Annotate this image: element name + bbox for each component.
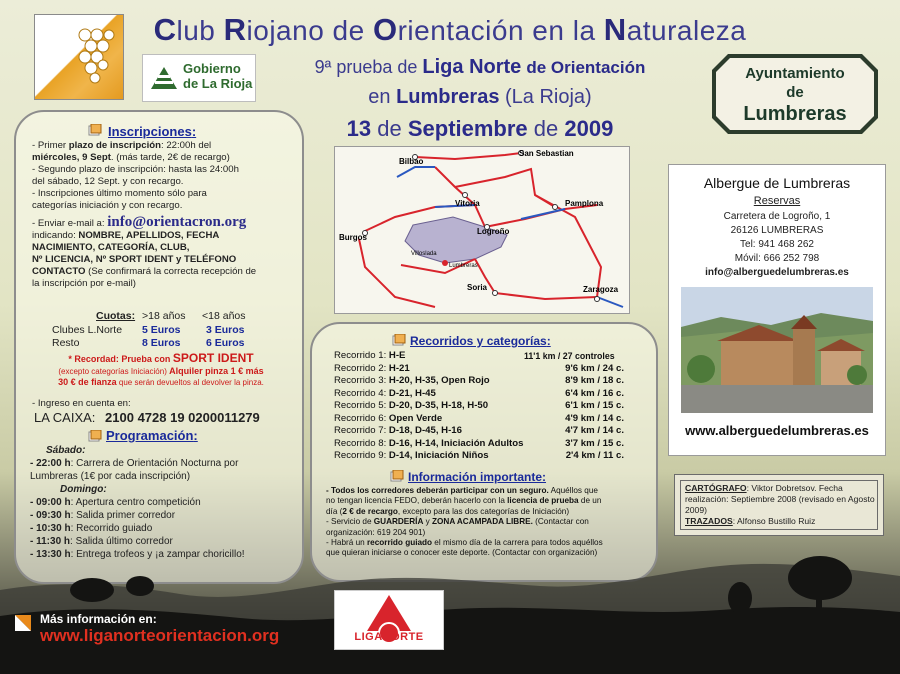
recorrido-name: Recorrido 4: — [334, 387, 389, 399]
cuotas-row — [52, 324, 292, 337]
recorrido-row — [334, 363, 634, 376]
location-map — [334, 146, 630, 314]
recorrido-dist: 2'4 km / 11 c. — [565, 450, 624, 461]
schedule-text: : Entrega trofeos y ¡a zampar choricillo! — [70, 549, 245, 560]
club-logo — [34, 14, 124, 100]
ind1b: NOMBRE, APELLIDOS, FECHA — [78, 230, 220, 241]
ind4a: CONTACTO — [32, 266, 86, 277]
recorrido-cats: H-20, H-35, Open Rojo — [388, 375, 490, 386]
ingreso-line: - Ingreso en cuenta en: — [32, 398, 131, 409]
albergue-movil: Móvil: 666 252 798 — [734, 253, 820, 264]
albergue-reservas: Reservas — [753, 195, 801, 207]
document-icon — [88, 430, 102, 442]
carto-label1: CARTÓGRAFO — [685, 483, 747, 493]
date-line — [240, 116, 720, 142]
recorrido-cats: D-20, D-35, H-18, H-50 — [388, 400, 489, 411]
cuotas-value: 3 Euros — [206, 324, 245, 336]
info-p2b: GUARDERÍA — [373, 517, 424, 527]
cuotas-value: 5 Euros — [142, 324, 181, 336]
albergue-title: Albergue de Lumbreras — [703, 175, 851, 191]
info-p3b: recorrido guiado — [366, 538, 433, 548]
date-day: 13 — [346, 116, 372, 141]
insc-l5: - Inscripciones último momento sólo para — [32, 188, 207, 199]
map-label: Pamplona — [565, 199, 604, 208]
albergue-card — [668, 164, 886, 456]
map-label: Lumbreras — [449, 263, 478, 269]
cuotas-col2: <18 años — [202, 310, 246, 322]
cuotas-row — [52, 337, 292, 350]
recorrido-dist: 9'6 km / 24 c. — [565, 362, 624, 374]
recorrido-name: Recorrido 2: — [334, 362, 389, 374]
carto-text2: : Alfonso Bustillo Ruiz — [732, 516, 816, 526]
schedule-time: - 09:00 h — [30, 497, 71, 508]
inscripciones-panel: Inscripciones: - Primer plazo de inscripción: 22:00h del miércoles, 9 Sept. (más tarde, 2€ de recargo) - Segundo plazo de inscripción: hasta las 24:00h del sábado, 12 Sept. y con recargo. - Inscripciones último momento sólo para categorías iniciación y con recargo. - Enviar e-mail a: info@orientacron.org indicando: NOMBRE, APELLIDOS, FECHA NACIMIENTO, CATEGORÍA, CLUB, Nº LICENCIA, Nº SPORT IDENT y TELÉFONO CONTACTO (Se confirmará la correcta recepción de la inscripción por e-mail) Cuotas: >18 años <18 años Clubes L.Norte 5 Euros 3 Euros Resto 8 Euros 6 Euros * Recordad: Prueba con SPORT IDENT (excepto categorías Iniciación) Alquiler pinza 1 € más 30 € de fianza que serán devueltos al devolver la pinza. - Ingreso en cuenta en: LA CAIXA: 2100 4728 19 0200011279 Programación: Sábado: - 22:00 h: Carrera de Orientación Nocturna por Lumbreras (1€ por cada inscripción) Domingo: - 09:00 h: Apertura centro competición - 09:30 h: Salida primer corredor - 10:30 h: Recorrido guiado - 11:30 h: Salida último corredor - 13:30 h: Entrega trofeos y ¡a zampar choricillo! — [14, 110, 304, 584]
recorrido-cats: D-16, H-14, Iniciación Adultos — [388, 437, 524, 449]
recorrido-row — [334, 413, 634, 426]
sabado-label: Sábado: — [46, 445, 86, 456]
cuotas-head: Cuotas: — [96, 310, 136, 322]
recorrido-row — [334, 388, 634, 401]
recorrido-name: Recorrido 1: — [334, 350, 389, 361]
recorrido-cats: D-14, Iniciación Niños — [388, 450, 489, 461]
recorrido-name: Recorrido 5: — [334, 400, 389, 411]
ayto-line3: Lumbreras — [743, 103, 847, 125]
info-p1b: Aquéllos que — [548, 486, 598, 495]
gobierno-emblem-icon — [149, 63, 179, 91]
bank-name: LA CAIXA: — [34, 410, 96, 425]
schedule-time: - 10:30 h — [30, 523, 71, 534]
liga-norte-website-link[interactable]: www.liganorteorientacion.org — [40, 626, 280, 645]
recorrido-cats: H-E — [388, 350, 406, 361]
cuotas-col1: >18 años — [142, 310, 186, 322]
albergue-photo — [681, 287, 873, 413]
place-name: Lumbreras — [396, 86, 500, 108]
insc-l4: del sábado, 12 Sept. y con recargo. — [32, 176, 184, 187]
recorrido-cats: H-21 — [388, 362, 410, 374]
recordad-f: que serán devueltos al devolver la pinza. — [116, 378, 264, 387]
info-p1f: día ( — [326, 506, 343, 516]
insc-l1a: - Primer — [32, 140, 69, 151]
sab-text: : Carrera de Orientación Nocturna por — [70, 458, 239, 469]
info-p1g: 2 € de recargo — [342, 506, 398, 516]
orienteering-flag-icon — [14, 614, 32, 632]
insc-l1b: plazo de inscripción — [68, 140, 162, 151]
recorrido-cats: D-18, D-45, H-16 — [388, 425, 462, 436]
recorrido-dist: 11'1 km / 27 controles — [524, 351, 615, 361]
ayuntamiento-badge — [710, 52, 880, 136]
map-label: Villoslada — [411, 251, 437, 257]
schedule-item — [30, 496, 300, 509]
info-title: Información importante — [408, 470, 543, 484]
info-p2a: - Servicio de — [326, 517, 374, 527]
recorrido-dist: 6'4 km / 16 c. — [565, 387, 624, 399]
cuotas-value: 8 Euros — [142, 337, 181, 349]
info-p3a: - Habrá un — [326, 538, 367, 548]
carto-text1: : Viktor Dobretsov. Fecha realización: Septiembre 2008 (revisado en Agosto 2009) — [685, 483, 875, 515]
albergue-tel: Tel: 941 468 262 — [740, 239, 814, 250]
map-label: Zaragoza — [583, 285, 619, 294]
map-label: Burgos — [339, 233, 367, 242]
albergue-email-link[interactable]: info@alberguedelumbreras.es — [705, 267, 849, 278]
schedule-time: - 09:30 h — [30, 510, 71, 521]
recorridos-table — [334, 350, 634, 463]
recordad-a: * Recordad: Prueba con — [68, 354, 173, 364]
recorrido-cats: D-21, H-45 — [388, 387, 436, 399]
recorrido-cats: Open Verde — [388, 412, 443, 424]
recorrido-name: Recorrido 6: — [334, 412, 389, 424]
document-icon — [88, 124, 102, 136]
prueba-line — [240, 56, 720, 79]
liga-norte-logo-text: LIGANORTE — [354, 631, 424, 643]
programacion-title: Programación — [106, 428, 194, 443]
recorridos-panel: Recorridos y categorías: Recorrido 1: H-E 11'1 km / 27 controles Recorrido 2: H-21 9'6 km / 24 c. Recorrido 3: H-20, H-35, Open Rojo 8'9 km / 18 c. Recorrido 4: D-21, H-45 6'4 km / 16 c. Recorrido 5: D-20, D-35, H-18, H-50 6'1 km / 15 c. Recorrido 6: Open Verde 4'9 km / 14 c. Recorrido 7: D-18, D-45, H-16 4'7 km / 14 c. Recorrido 8: D-16, H-14, Iniciación Adultos 3'7 km / 15 c. Recorrido 9: D-14, Iniciación Niños 2'4 km / 11 c. Información importante: - Todos los corredores deberán participar con un seguro. Aquéllos que no tengan licencia FEDO, deberán hacerlo con la licencia de prueba de un día (2 € de recargo, excepto para las dos categorías de Iniciación) - Servicio de GUARDERÍA y ZONA ACAMPADA LIBRE. (Contactar con organización: 619 204 901) - Habrá un recorrido guiado el mismo día de la carrera para todos aquéllos que quieran iniciarse o conocer este deporte. (Contactar con organización) — [310, 322, 658, 582]
email-prefix: - Enviar e-mail a: — [32, 218, 105, 229]
cuotas-table — [52, 310, 292, 350]
date-year: 2009 — [564, 116, 614, 141]
recorrido-row — [334, 400, 634, 413]
recorrido-name: Recorrido 8: — [334, 437, 389, 449]
carto-label2: TRAZADOS — [685, 516, 733, 526]
contact-email-link[interactable]: info@orientacron.org — [107, 214, 247, 230]
recorrido-dist: 8'9 km / 18 c. — [565, 375, 624, 386]
info-p2f: organización: 619 204 901) — [326, 527, 426, 537]
gobierno-text: Gobierno de La Rioja — [183, 61, 253, 91]
recordad-c: (excepto categorías Iniciación) — [58, 366, 170, 376]
prueba-prefix: 9ª prueba de — [314, 57, 418, 77]
date-month: Septiembre — [407, 116, 528, 141]
document-icon — [390, 470, 404, 482]
more-info-label: Más información en: — [40, 612, 157, 626]
albergue-addr1: Carretera de Logroño, 1 — [723, 211, 831, 222]
insc-l1c: : 22:00h del — [161, 140, 212, 151]
insc-l2b: . (más tarde, 2€ de recargo) — [110, 152, 230, 163]
info-p2c: y — [423, 517, 433, 527]
grapes-icon — [75, 25, 115, 85]
info-p1h: , excepto para las dos categorías de Iniciación) — [397, 506, 570, 516]
schedule-text: : Recorrido guiado — [70, 523, 153, 534]
schedule-text: : Salida último corredor — [70, 536, 173, 547]
recorrido-dist: 6'1 km / 15 c. — [565, 400, 624, 411]
liga-norte-logo — [334, 590, 444, 650]
recorrido-row — [334, 350, 634, 363]
insc-l2a: miércoles, 9 Sept — [32, 152, 111, 163]
ind1a: indicando: — [32, 230, 79, 241]
map-label: Logroño — [477, 227, 510, 236]
albergue-website-link[interactable]: www.alberguedelumbreras.es — [685, 423, 869, 438]
recorrido-dist: 4'9 km / 14 c. — [565, 412, 624, 424]
ayto-line2: de — [786, 84, 804, 101]
ayto-line1: Ayuntamiento — [745, 65, 845, 82]
schedule-time: - 11:30 h — [30, 536, 71, 547]
place-line — [240, 86, 720, 109]
sab-text2: Lumbreras (1€ por cada inscripción) — [30, 471, 191, 482]
prueba-liga: Liga Norte — [422, 56, 522, 78]
bank-account: 2100 4728 19 0200011279 — [105, 410, 260, 425]
document-icon — [392, 334, 406, 346]
albergue-addr2: 26126 LUMBRERAS — [730, 225, 824, 236]
recorrido-dist: 4'7 km / 14 c. — [565, 425, 624, 436]
gobierno-logo — [142, 54, 256, 102]
ind3: Nº LICENCIA, Nº SPORT IDENT y TELÉFONO — [32, 254, 237, 265]
recorrido-name: Recorrido 3: — [334, 375, 389, 386]
sab-time: - 22:00 h — [30, 458, 71, 469]
domingo-label: Domingo: — [60, 484, 107, 495]
recorrido-row — [334, 375, 634, 388]
date-de2: de — [533, 116, 559, 141]
recordad-b: SPORT IDENT — [172, 351, 254, 365]
map-label: Bilbao — [399, 157, 424, 166]
ind4b: (Se confirmará la correcta recepción de — [85, 266, 257, 277]
cuotas-label: Clubes L.Norte — [52, 324, 123, 336]
insc-l6: categorías iniciación y con recargo. — [32, 200, 183, 211]
recorrido-row — [334, 450, 634, 463]
insc-l3: - Segundo plazo de inscripción: hasta las 24:00h — [32, 164, 239, 175]
cuotas-label: Resto — [52, 337, 80, 349]
info-p1a: - Todos los corredores deberán participar con un seguro. — [326, 486, 549, 495]
info-p3c: el mismo día de la carrera para todos aquéllos — [432, 538, 603, 548]
schedule-text: : Apertura centro competición — [70, 497, 201, 508]
map-label: San Sebastian — [519, 149, 574, 158]
place-region: (La Rioja) — [505, 86, 592, 108]
recorrido-name: Recorrido 7: — [334, 425, 389, 436]
cuotas-value: 6 Euros — [206, 337, 245, 349]
map-label: Soria — [467, 283, 488, 292]
place-prefix: en — [368, 86, 391, 108]
ingreso-block — [32, 398, 298, 426]
map-label: Vitoria — [455, 199, 480, 208]
ind2: NACIMIENTO, CATEGORÍA, CLUB, — [32, 242, 190, 253]
inscripciones-text — [32, 140, 294, 290]
info-p1c: no tengan licencia FEDO, deberán hacerlo con la — [326, 496, 508, 506]
page-title: Club Riojano de Orientación en la Naturaleza — [153, 12, 747, 47]
info-p2d: ZONA ACAMPADA LIBRE. — [432, 517, 533, 527]
sport-ident-note — [28, 353, 294, 389]
inscripciones-title: Inscripciones — [108, 124, 192, 139]
recorrido-row — [334, 425, 634, 438]
info-p2e: (Contactar con — [532, 517, 589, 527]
schedule-time: - 13:30 h — [30, 549, 71, 560]
village-photo — [681, 287, 873, 413]
recordad-e: 30 € de fianza — [58, 377, 117, 387]
schedule-text: : Salida primer corredor — [70, 510, 176, 521]
recorrido-row — [334, 438, 634, 451]
landscape-silhouette — [0, 520, 900, 674]
recorrido-name: Recorrido 9: — [334, 450, 389, 461]
prueba-suffix: de Orientación — [526, 58, 646, 77]
ind5: la inscripción por e-mail) — [32, 278, 136, 289]
date-de1: de — [377, 116, 402, 141]
recorridos-title: Recorridos y categorías — [410, 334, 547, 348]
recordad-d: Alquiler pinza 1 € más — [169, 365, 264, 376]
info-p1d: licencia de prueba — [507, 496, 579, 506]
info-p1e: de un — [578, 496, 602, 506]
recorrido-dist: 3'7 km / 15 c. — [565, 437, 624, 449]
info-p3d: que quieran iniciarse o conocer este deporte. (Contactar con organización) — [326, 548, 598, 558]
